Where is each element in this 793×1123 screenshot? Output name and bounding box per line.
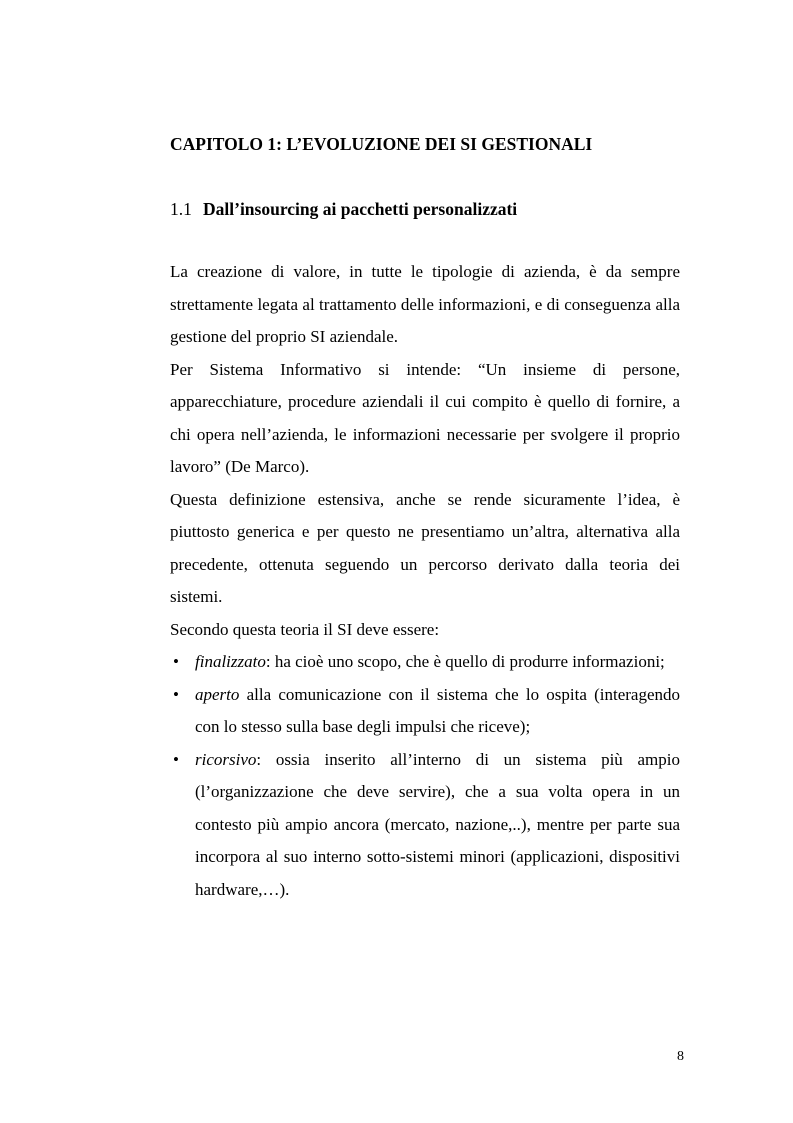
- list-item-text: : ossia inserito all’interno di un sistema più ampio (l’organizzazione che deve servire), che a sua volta opera in un contesto più ampio ancora (mercato, nazione,..), mentre per parte sua incorpora al suo interno sotto-sistemi minori (applicazioni, dispositivi hardware,…).: [195, 749, 680, 899]
- list-item-term: ricorsivo: [195, 749, 257, 769]
- section-heading: [170, 197, 690, 221]
- page-number: 8: [677, 1049, 684, 1064]
- list-item-term: aperto: [195, 684, 240, 704]
- list-item: [170, 646, 680, 679]
- bullet-icon: •: [173, 684, 179, 704]
- list-item: [170, 679, 680, 744]
- bullet-icon: •: [173, 749, 179, 769]
- section-title: Dall’insourcing ai pacchetti personalizzati: [203, 199, 518, 219]
- bullet-list: [170, 646, 680, 906]
- list-item-text: : ha cioè uno scopo, che è quello di produrre informazioni;: [265, 652, 665, 671]
- body-text: [170, 256, 680, 906]
- paragraph: Questa definizione estensiva, anche se rende sicuramente l’idea, è piuttosto generica e per questo ne presentiamo un’altra, alternativa alla precedente, ottenuta seguendo un percorso derivato dalla teoria dei sistemi.: [170, 489, 680, 606]
- paragraph: Per Sistema Informativo si intende: “Un insieme di persone, apparecchiature, procedure aziendali il cui compito è quello di fornire, a chi opera nell’azienda, le informazioni necessarie per svolgere il proprio lavoro” (De Marco).: [170, 359, 680, 476]
- section-number: 1.1: [170, 199, 192, 219]
- bullet-icon: •: [173, 652, 179, 671]
- list-item-text: alla comunicazione con il sistema che lo ospita (interagendo con lo stesso sulla base degli impulsi che riceve);: [195, 684, 680, 736]
- chapter-title: CAPITOLO 1: L’EVOLUZIONE DEI SI GESTIONALI: [170, 134, 593, 154]
- list-item: [170, 744, 680, 907]
- list-item-term: finalizzato: [195, 652, 266, 671]
- paragraph: Secondo questa teoria il SI deve essere:: [170, 619, 440, 639]
- paragraph: La creazione di valore, in tutte le tipologie di azienda, è da sempre strettamente legata al trattamento delle informazioni, e di conseguenza alla gestione del proprio SI aziendale.: [170, 262, 680, 346]
